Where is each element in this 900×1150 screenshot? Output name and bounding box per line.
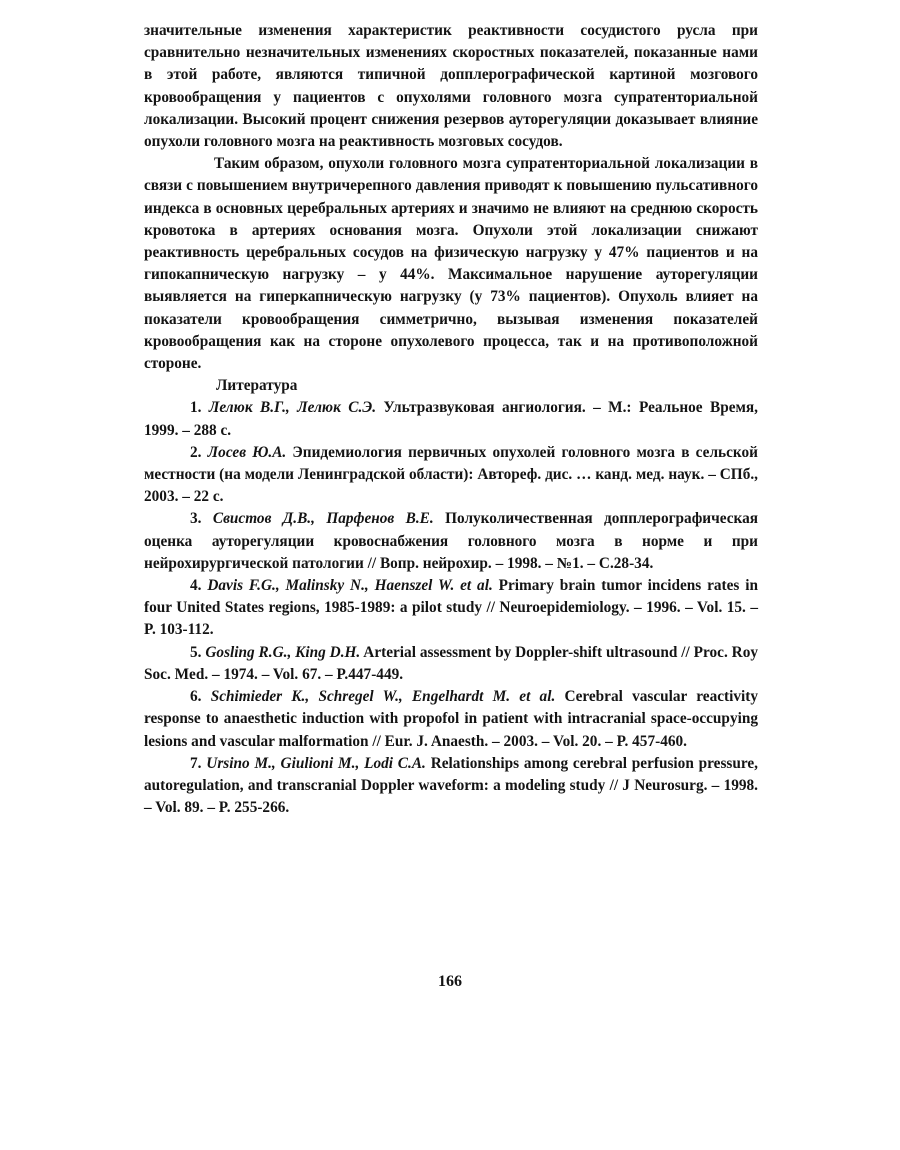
body-paragraph-2: Таким образом, опухоли головного мозга супратенториальной локализации в связи с повышением внутричерепного давления приводят к повышению пульсативного индекса в основных церебральных артериях и значимо не влияют на среднюю скорость кровотока в артериях основания мозга. Опухоли этой локализации снижают реактивность церебральных сосудов на физическую нагрузку у 47% пациентов и на гипокапническую нагрузку – у 44%. Максимальное нарушение ауторегуляции выявляется на гиперкапническую нагрузку (у 73% пациентов). Опухоль влияет на показатели кровообращения симметрично, вызывая изменения показателей кровообращения как на стороне опухолевого процесса, так и на противоположной стороне. [144, 155, 758, 373]
literature-heading: Литература [216, 377, 298, 395]
reference-number: 3. [190, 510, 202, 528]
reference-authors: Лелюк В.Г., Лелюк С.Э. [208, 399, 377, 417]
reference-item-2 [144, 442, 758, 509]
reference-authors: Свистов Д.В., Парфенов В.Е. [212, 510, 434, 528]
reference-item-4 [144, 575, 758, 642]
reference-authors: Schimieder K., Schregel W., Engelhardt M. et al. [210, 688, 556, 706]
page-number: 166 [438, 973, 462, 990]
reference-text: Primary brain tumor incidens rates in four United States regions, 1985-1989: a pilot study // Neuroepidemiology. – 1996. – Vol. 15. – P. 103-112. [144, 577, 758, 639]
reference-item-3 [144, 508, 758, 575]
reference-authors: Ursino M., Giulioni M., Lodi C.A. [206, 754, 426, 772]
body-paragraph-1: значительные изменения характеристик реактивности сосудистого русла при сравнительно незначительных изменениях скоростных показателей, показанные нами в этой работе, являются типичной допплерографической картиной мозгового кровообращения у пациентов с опухолями головного мозга супратенториальной локализации. Высокий процент снижения резервов ауторегуляции доказывает влияние опухоли головного мозга на реактивность мозговых сосудов. [144, 22, 758, 151]
reference-text: Cerebral vascular reactivity response to anaesthetic induction with propofol in patient with intracranial space-occupying lesions and vascular malformation // Eur. J. Anaesth. – 2003. – Vol. 20. – P. 457-460. [144, 688, 759, 750]
reference-text: Relationships among cerebral perfusion pressure, autoregulation, and transcranial Doppler waveform: a modeling study // J Neurosurg. – 1998. – Vol. 89. – P. 255-266. [144, 754, 759, 817]
reference-number: 7. [190, 754, 202, 772]
reference-authors: Лосев Ю.А. [207, 443, 287, 461]
reference-item-5 [144, 642, 758, 686]
reference-text: Эпидемиология первичных опухолей головного мозга в сельской местности (на модели Ленинградской области): Автореф. дис. … канд. мед. наук. – СПб., 2003. – 22 с. [144, 443, 758, 506]
reference-number: 5. [190, 643, 202, 661]
reference-number: 2. [190, 443, 202, 461]
page-content [144, 20, 758, 819]
reference-item-6 [144, 686, 758, 753]
reference-text: Ультразвуковая ангиология. – М.: Реальное Время, 1999. – 288 с. [144, 399, 759, 439]
reference-number: 1. [190, 399, 202, 417]
reference-authors: Davis F.G., Malinsky N., Haenszel W. et al. [207, 577, 493, 595]
reference-text: Полуколичественная допплерографическая оценка ауторегуляции кровоснабжения головного мозга в норме и при нейрохирургической патологии // Вопр. нейрохир. – 1998. – №1. – С.28-34. [144, 510, 758, 572]
reference-number: 6. [190, 688, 202, 706]
reference-item-1 [144, 397, 758, 441]
reference-number: 4. [190, 577, 202, 595]
reference-authors: Gosling R.G., King D.H. [205, 643, 361, 661]
reference-text: Arterial assessment by Doppler-shift ultrasound // Proc. Roy Soc. Med. – 1974. – Vol. 67. – P.447-449. [144, 643, 759, 683]
reference-item-7 [144, 753, 758, 820]
